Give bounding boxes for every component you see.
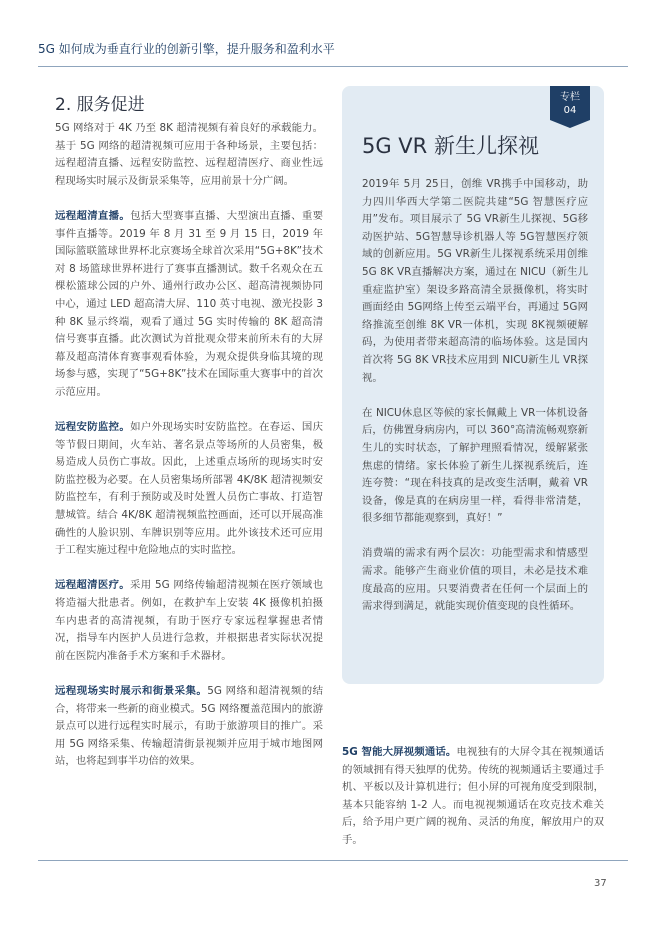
section-heading: 2. 服务促进 <box>55 95 145 115</box>
security-body: 如户外现场实时安防监控。在春运、国庆等节假日期间，火车站、著名景点等场所的人员密集，极易造成人员伤亡事故。因此，上述重点场所的现场实时安防监控极为必要。在人员密集场所部署 4K/8K 超清视频安防监控车，有利于预防或及时处置人员伤亡事故、打造智慧城管。结合 4K/8K 超清视频监控画面，还可以开展高准确性的人脸识别、车牌识别等应用。此外该技术还可应用于工程实施过程中危险地点的实时监控。 <box>55 421 324 557</box>
page-number: 37 <box>594 878 607 889</box>
sidebar-title: 5G VR 新生儿探视 <box>362 134 539 158</box>
street-view-lead: 远程现场实时展示和街景采集。 <box>55 685 208 697</box>
medical-body: 采用 5G 网络传输超清视频在医疗领域也将造福大批患者。例如，在救护车上安装 4K 摄像机拍摄车内患者的高清视频，有助于医疗专家远程掌握患者情况，指导车内医护人员进行急救，并根据患者实际状况提前在医院内准备手术方案和手术器材。 <box>55 579 323 662</box>
header-divider <box>38 66 628 67</box>
live-broadcast-body: 包括大型赛事直播、大型演出直播、重要事件直播等。2019 年 8 月 31 至 9 月 15 日，2019 年国际篮联篮球世界杯北京赛场全球首次采用“5G+8K”技术对 8 场篮球世界杯进行了赛事直播测试。数千名观众在五棵松篮球公园的户外、通州行政办公区、超高清视频协同中心，通过 LED 超高清大屏、110 英寸电视、激光投影 3 种 8K 显示终端，观看了通过 5G 实时传输的 8K 超高清信号赛事直播。此次测试为首批观众带来前所未有的大屏幕及超高清体育赛事观看体验，为观众提供身临其境的现场参与感，实现了“5G+8K”技术在国际重大赛事中的首次示范应用。 <box>55 209 324 398</box>
sidebar-paragraph-3: 消费端的需求有两个层次：功能型需求和情感型需求。能够产生商业价值的项目，未必是技术难度最高的应用。只要消费者在任何一个层面上的需求得到满足，就能实现价值变现的良性循环。 <box>362 547 588 613</box>
badge-number: 04 <box>563 105 577 116</box>
street-view-paragraph <box>55 683 323 771</box>
video-call-paragraph <box>342 744 604 850</box>
intro-paragraph: 5G 网络对于 4K 乃至 8K 超清视频有着良好的承载能力。基于 5G 网络的超清视频可应用于各种场景，主要包括：远程超清直播、远程安防监控、远程超清医疗、商业性远程现场实时展示及街景采集等，应用前景十分广阔。 <box>55 122 323 187</box>
security-paragraph <box>55 419 323 560</box>
column-badge <box>550 86 590 120</box>
security-lead: 远程安防监控。 <box>55 421 131 434</box>
right-column <box>342 744 604 867</box>
live-broadcast-lead: 远程超清直播。 <box>55 209 131 222</box>
left-column <box>55 120 323 789</box>
medical-lead: 远程超清医疗。 <box>55 579 130 592</box>
sidebar-body <box>362 176 588 633</box>
medical-paragraph <box>55 577 323 665</box>
video-call-lead: 5G 智能大屏视频通话。 <box>342 746 457 758</box>
badge-label: 专栏 <box>560 92 580 103</box>
sidebar-paragraph-2: 在 NICU休息区等候的家长佩戴上 VR一体机设备后，仿佛置身病房内，可以 360°高清流畅观察新生儿的实时状态，了解护理照看情况，缓解紧张焦虑的情绪。家长体验了新生儿探视系统后，连连夸赞：“现在科技真的是改变生活啊，戴着 VR设备，像是真的在病房里一样，看得非常清楚，很多细节都能观察到，真好！” <box>362 406 588 525</box>
sidebar-paragraph-1: 2019年 5月 25日，创维 VR携手中国移动，助力四川华西大学第二医院共建“5G 智慧医疗应用”发布。项目展示了 5G VR新生儿探视、5G移动医护站、5G智慧导诊机器人等 5G智慧医疗领域的创新应用。5G VR新生儿探视系统采用创维 5G 8K VR直播解决方案，通过在 NICU（新生儿重症监护室）架设多路高清全景摄像机，将实时画面经由 5G网络上传至云端平台，再通过 5G网络推流至创维 8K VR一体机，实现 8K视频硬解码，为使用者带来超高清的临场体验。这是国内首次将 5G 8K VR技术应用到 NICU新生儿 VR探视。 <box>362 178 588 384</box>
live-broadcast-paragraph <box>55 208 323 402</box>
footer-divider <box>38 860 628 861</box>
street-view-body: 5G 网络和超清视频的结合，将带来一些新的商业模式。5G 网络覆盖范围内的旅游景点可以进行远程实时展示，有助于旅游项目的推广。采用 5G 网络采集、传输超清街景视频并应用于城市地图网站，也将起到事半功倍的效果。 <box>55 685 324 768</box>
running-header: 5G 如何成为垂直行业的创新引擎，提升服务和盈利水平 <box>38 42 335 56</box>
video-call-body: 电视独有的大屏令其在视频通话的领域拥有得天独厚的优势。传统的视频通话主要通过手机、平板以及计算机进行；但小屏的可视角度受到限制，基本只能容纳 1-2 人。而电视视频通话在攻克技术难关后，给予用户更广阔的视角、灵活的角度，解放用户的双手。 <box>342 746 605 846</box>
